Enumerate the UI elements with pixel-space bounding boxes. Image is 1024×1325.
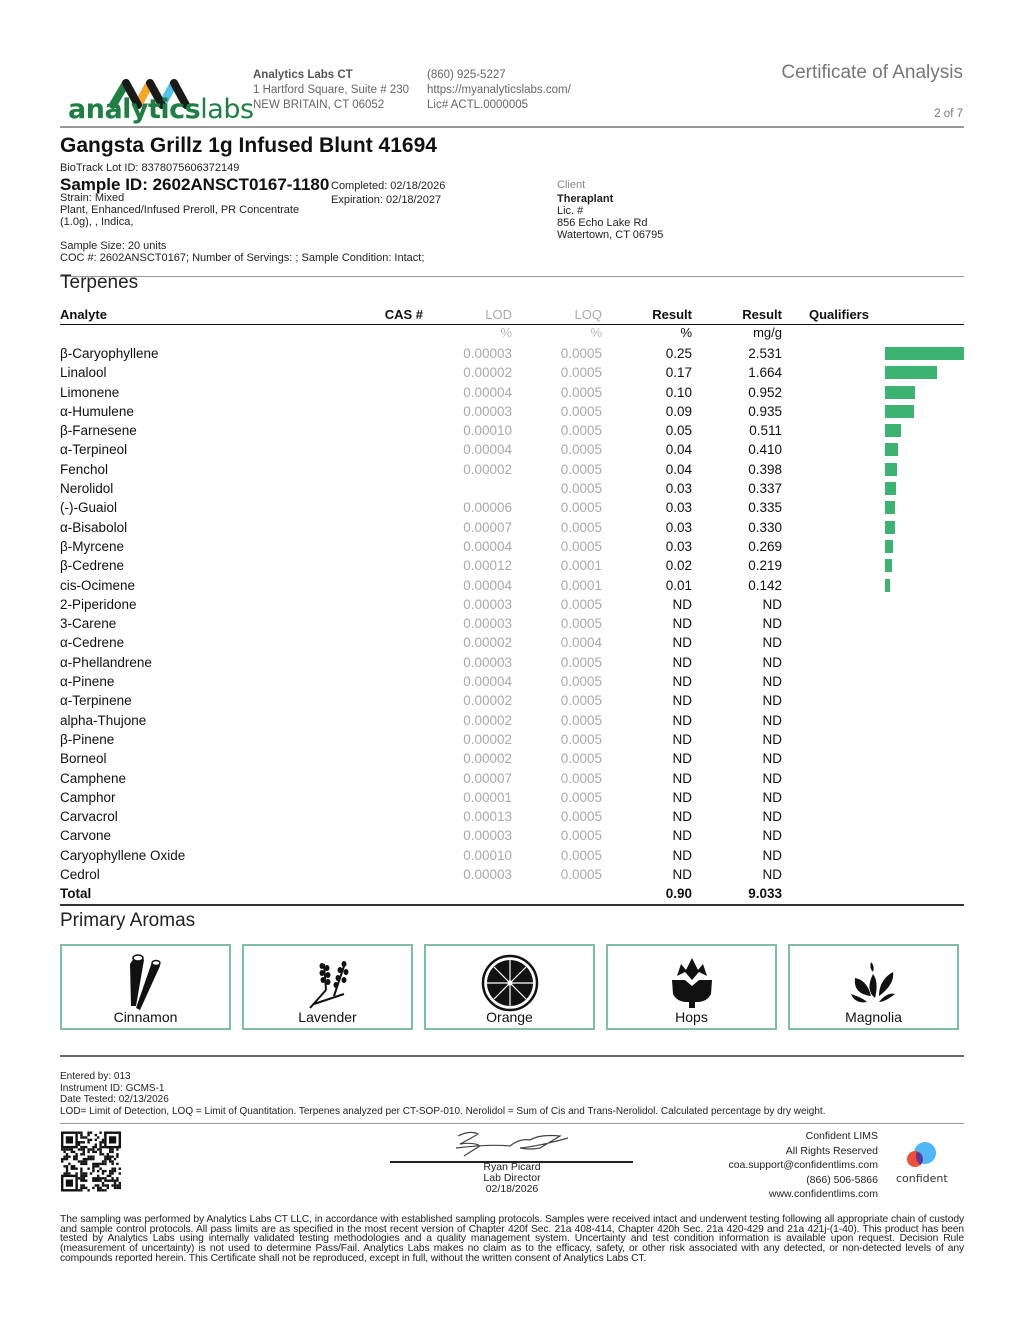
result-pct-cell: ND (672, 654, 692, 670)
method-notes: LOD= Limit of Detection, LOQ = Limit of Quantitation. Terpenes analyzed per CT-SOP-010. Nerolidol = Sum of Cis and Trans-Nerolidol. Calculated percentage by dry weight. (60, 1105, 826, 1117)
lab-license: Lic# ACTL.0000005 (427, 99, 529, 111)
lab-website-link[interactable]: https://myanalyticslabs.com/ (427, 84, 571, 96)
result-mg-cell: ND (762, 596, 782, 612)
unit-loq: % (590, 325, 602, 340)
result-pct-cell: 0.05 (665, 423, 692, 439)
client-name: Theraplant (557, 193, 614, 205)
table-row (60, 769, 964, 788)
client-address-line2: Watertown, CT 06795 (557, 229, 664, 241)
result-pct-cell: ND (672, 616, 692, 632)
table-row (60, 846, 964, 865)
entered-by: Entered by: 013 (60, 1071, 131, 1082)
loq-cell: 0.0005 (560, 693, 602, 709)
loq-cell: 0.0005 (560, 423, 602, 439)
client-address-line1: 856 Echo Lake Rd (557, 217, 648, 229)
coc-line: COC #: 2602ANSCT0167; Number of Servings: ; Sample Condition: Intact; (60, 252, 425, 264)
analyte-cell: Borneol (60, 751, 107, 767)
analyte-cell: β-Caryophyllene (60, 346, 159, 361)
result-bar (885, 443, 898, 456)
aroma-card-magnolia (788, 944, 959, 1030)
lod-cell: 0.00006 (463, 500, 512, 516)
result-pct-cell: ND (672, 693, 692, 709)
result-pct-cell: 0.04 (665, 461, 692, 477)
table-row (60, 518, 964, 537)
terpenes-table (60, 307, 964, 906)
loq-cell: 0.0005 (560, 596, 602, 612)
expiration-date: Expiration: 02/18/2027 (331, 194, 442, 206)
aroma-label: Orange (486, 1009, 533, 1025)
unit-result-pct: % (680, 325, 692, 340)
wordmark-light: labs (200, 94, 254, 125)
result-pct-cell: 0.03 (665, 500, 692, 516)
table-row (60, 421, 964, 440)
loq-cell: 0.0001 (560, 577, 602, 593)
analyte-cell: Carvacrol (60, 809, 118, 825)
loq-cell: 0.0005 (560, 770, 602, 786)
table-row (60, 344, 964, 363)
loq-cell: 0.0005 (560, 654, 602, 670)
table-row (60, 440, 964, 459)
completed-date: Completed: 02/18/2026 (331, 180, 446, 192)
table-row (60, 402, 964, 421)
loq-cell: 0.0005 (560, 403, 602, 419)
table-body (60, 344, 964, 884)
result-pct-cell: 0.01 (665, 577, 692, 593)
result-pct-cell: ND (672, 751, 692, 767)
lod-cell: 0.00004 (463, 538, 512, 554)
lod-cell: 0.00007 (463, 519, 512, 535)
lims-rights: All Rights Reserved (785, 1144, 878, 1157)
table-row (60, 595, 964, 614)
lab-address-line1: 1 Hartford Square, Suite # 230 (253, 84, 409, 96)
result-mg-cell: ND (762, 867, 782, 883)
col-cas: CAS # (384, 307, 423, 322)
unit-lod: % (500, 325, 512, 340)
result-mg-cell: ND (762, 847, 782, 863)
result-mg-cell: ND (762, 828, 782, 844)
analyte-cell: Camphene (60, 770, 127, 786)
analyte-cell: Caryophyllene Oxide (60, 847, 186, 863)
loq-cell: 0.0005 (560, 538, 602, 554)
result-mg-cell: ND (762, 674, 782, 690)
analyte-cell: α-Cedrene (60, 635, 125, 651)
result-bar (885, 559, 892, 572)
result-mg-cell: 0.269 (748, 538, 782, 554)
result-bar (885, 347, 964, 360)
section-divider (60, 276, 964, 277)
aroma-label: Magnolia (845, 1009, 902, 1025)
result-bar (885, 482, 896, 495)
result-mg-cell: 0.935 (748, 403, 782, 419)
aromas-grid (60, 944, 964, 1034)
result-bar (885, 540, 893, 553)
analyte-cell: Camphor (60, 789, 116, 805)
lod-cell: 0.00004 (463, 384, 512, 400)
result-pct-cell: 0.10 (665, 384, 692, 400)
page-indicator: 2 of 7 (934, 108, 963, 120)
table-row (60, 460, 964, 479)
result-pct-cell: 0.02 (665, 558, 692, 574)
lod-cell: 0.00002 (463, 751, 512, 767)
aroma-label: Hops (675, 1009, 708, 1025)
sample-size-block (60, 240, 424, 264)
result-pct-cell: ND (672, 731, 692, 747)
result-bar (885, 579, 890, 592)
result-mg-cell: ND (762, 635, 782, 651)
result-bar (885, 386, 915, 399)
result-mg-cell: ND (762, 712, 782, 728)
qr-code-icon[interactable] (61, 1131, 121, 1192)
aroma-card-lavender (242, 944, 413, 1030)
table-row (60, 556, 964, 575)
result-mg-cell: 0.398 (748, 461, 782, 477)
total-pct: 0.90 (665, 886, 692, 902)
result-mg-cell: ND (762, 616, 782, 632)
lod-cell: 0.00003 (463, 596, 512, 612)
lims-website-link[interactable]: www.confidentlims.com (768, 1188, 878, 1200)
date-tested: Date Tested: 02/13/2026 (60, 1094, 169, 1105)
result-pct-cell: 0.03 (665, 519, 692, 535)
lab-phone: (860) 925-5227 (427, 69, 506, 81)
product-category-line2: (1.0g), , Indica, (60, 216, 134, 228)
loq-cell: 0.0005 (560, 616, 602, 632)
result-mg-cell: 0.335 (748, 500, 782, 516)
lims-name: Confident LIMS (805, 1130, 878, 1142)
result-bar (885, 463, 897, 476)
loq-cell: 0.0005 (560, 751, 602, 767)
document-title: Certificate of Analysis (781, 62, 963, 83)
table-row (60, 711, 964, 730)
col-analyte: Analyte (60, 307, 107, 322)
result-pct-cell: 0.09 (665, 403, 692, 419)
aroma-card-cinnamon (60, 944, 231, 1030)
result-pct-cell: 0.17 (665, 365, 692, 381)
test-metadata (60, 1071, 825, 1117)
analyte-cell: α-Pinene (60, 674, 115, 690)
loq-cell: 0.0005 (560, 731, 602, 747)
loq-cell: 0.0005 (560, 365, 602, 381)
lod-cell: 0.00002 (463, 712, 512, 728)
aroma-label: Cinnamon (113, 1009, 178, 1025)
result-mg-cell: 0.330 (748, 519, 782, 535)
header-divider (60, 126, 964, 128)
analyte-cell: β-Myrcene (60, 538, 125, 554)
lod-cell: 0.00004 (463, 577, 512, 593)
analyte-cell: α-Terpinene (60, 693, 132, 709)
result-mg-cell: 1.664 (748, 365, 782, 381)
result-bar (885, 501, 895, 514)
product-category-line1: Plant, Enhanced/Infused Preroll, PR Concentrate (60, 204, 300, 216)
lims-contact-block (728, 1129, 878, 1202)
col-loq: LOQ (574, 307, 602, 322)
loq-cell: 0.0001 (560, 558, 602, 574)
lod-cell: 0.00004 (463, 674, 512, 690)
table-row (60, 479, 964, 498)
lod-cell: 0.00003 (463, 616, 512, 632)
loq-cell: 0.0004 (560, 635, 602, 651)
analyte-cell: α-Humulene (60, 403, 134, 419)
result-mg-cell: 2.531 (748, 346, 782, 361)
table-row (60, 865, 964, 884)
loq-cell: 0.0005 (560, 809, 602, 825)
cinnamon-icon (126, 954, 166, 1012)
magnolia-icon (845, 954, 903, 1012)
table-row (60, 576, 964, 595)
total-mg: 9.033 (748, 886, 782, 902)
analyte-cell: β-Cedrene (60, 558, 125, 574)
result-pct-cell: ND (672, 828, 692, 844)
result-mg-cell: ND (762, 789, 782, 805)
loq-cell: 0.0005 (560, 828, 602, 844)
table-row (60, 691, 964, 710)
lod-cell: 0.00003 (463, 346, 512, 361)
lod-cell: 0.00013 (463, 809, 512, 825)
analyte-cell: cis-Ocimene (60, 577, 136, 593)
analyte-cell: β-Farnesene (60, 423, 137, 439)
loq-cell: 0.0005 (560, 461, 602, 477)
product-title: Gangsta Grillz 1g Infused Blunt 41694 (60, 134, 437, 157)
sample-size: Sample Size: 20 units (60, 240, 167, 252)
lab-address-line2: NEW BRITAIN, CT 06052 (253, 99, 385, 111)
lab-address-block (253, 68, 409, 113)
result-mg-cell: 0.142 (748, 577, 782, 593)
loq-cell: 0.0005 (560, 442, 602, 458)
result-mg-cell: 0.219 (748, 558, 782, 574)
analyte-cell: α-Phellandrene (60, 654, 152, 670)
signer-block (362, 1162, 662, 1195)
client-block (557, 179, 663, 241)
col-lod: LOD (485, 307, 512, 322)
result-pct-cell: ND (672, 596, 692, 612)
lab-contact-block (427, 68, 571, 113)
result-pct-cell: 0.04 (665, 442, 692, 458)
lod-cell: 0.00002 (463, 635, 512, 651)
signer-name: Ryan Picard (483, 1161, 541, 1173)
client-license: Lic. # (557, 205, 584, 217)
result-pct-cell: ND (672, 867, 692, 883)
col-result-pct: Result (652, 307, 692, 322)
legal-disclaimer: The sampling was performed by Analytics Labs CT LLC, in accordance with established sampling protocols. Samples were received intact and underwent testing following all appropriate chain of custody and sample control protocols. All pass limits are as specified in the most recent version of Chapter 420f Sec. 21a 408-414, Chapter 420h Sec. 21a 420-429 and 21a 421j-(1-40). This product has been tested by Analytics Labs using internally validated testing methodologies and a quality management system. Uncertainty and test condition information is available upon request. Decision Rule (measurement of uncertainty) is not used to determine Pass/Fail. Analytics Labs makes no claim as to the efficacy, safety, or other risk associated with any detected, or non-detected levels of any compounds reported herein. This Certificate shall not be reproduced, except in full, without the written consent of Analytics Labs CT. (60, 1214, 964, 1264)
sample-dates (331, 179, 445, 207)
sample-id: Sample ID: 2602ANSCT0167-1180 (60, 175, 330, 194)
table-row (60, 633, 964, 652)
aromas-divider (60, 1055, 964, 1057)
analyte-cell: Nerolidol (60, 481, 114, 497)
lod-cell: 0.00007 (463, 770, 512, 786)
loq-cell: 0.0005 (560, 712, 602, 728)
signed-date: 02/18/2026 (485, 1183, 539, 1195)
result-mg-cell: ND (762, 751, 782, 767)
result-pct-cell: ND (672, 847, 692, 863)
result-pct-cell: ND (672, 712, 692, 728)
loq-cell: 0.0005 (560, 867, 602, 883)
lavender-icon (304, 954, 352, 1012)
result-pct-cell: 0.03 (665, 481, 692, 497)
result-mg-cell: ND (762, 770, 782, 786)
lod-cell: 0.00003 (463, 403, 512, 419)
wordmark-bold: analytics (68, 94, 201, 125)
aroma-card-orange (424, 944, 595, 1030)
lod-cell: 0.00003 (463, 654, 512, 670)
lab-name: Analytics Labs CT (253, 69, 353, 81)
loq-cell: 0.0005 (560, 500, 602, 516)
result-mg-cell: ND (762, 693, 782, 709)
col-result-mg: Result (742, 307, 782, 322)
table-row (60, 537, 964, 556)
lod-cell: 0.00012 (463, 558, 512, 574)
table-row (60, 826, 964, 845)
result-bar (885, 366, 937, 379)
result-pct-cell: ND (672, 770, 692, 786)
result-mg-cell: ND (762, 809, 782, 825)
result-mg-cell: 0.410 (748, 442, 782, 458)
result-bar (885, 405, 914, 418)
table-row (60, 730, 964, 749)
result-pct-cell: ND (672, 674, 692, 690)
lod-cell: 0.00001 (463, 789, 512, 805)
lod-cell: 0.00010 (463, 423, 512, 439)
analyte-cell: Linalool (60, 365, 107, 381)
analyte-cell: β-Pinene (60, 731, 115, 747)
table-header (60, 307, 964, 325)
result-mg-cell: ND (762, 654, 782, 670)
result-bar (885, 521, 895, 534)
signer-title: Lab Director (483, 1172, 541, 1184)
analyte-cell: α-Terpineol (60, 442, 128, 458)
loq-cell: 0.0005 (560, 674, 602, 690)
table-row (60, 788, 964, 807)
lod-cell: 0.00010 (463, 847, 512, 863)
analyte-cell: Fenchol (60, 461, 109, 477)
lims-phone: (866) 506-5866 (806, 1173, 878, 1186)
confident-logo-text: confident (896, 1172, 948, 1185)
aroma-label: Lavender (298, 1009, 357, 1025)
analyte-cell: alpha-Thujone (60, 712, 147, 728)
loq-cell: 0.0005 (560, 346, 602, 361)
lod-cell: 0.00004 (463, 442, 512, 458)
signature-icon (450, 1128, 575, 1162)
analyte-cell: Cedrol (60, 867, 100, 883)
analyte-cell: 3-Carene (60, 616, 117, 632)
table-row (60, 749, 964, 768)
analytics-labs-wordmark (68, 94, 254, 125)
result-pct-cell: ND (672, 809, 692, 825)
lod-cell: 0.00003 (463, 867, 512, 883)
lod-cell: 0.00003 (463, 828, 512, 844)
result-pct-cell: ND (672, 635, 692, 651)
unit-result-mg: mg/g (753, 325, 782, 340)
loq-cell: 0.0005 (560, 384, 602, 400)
terpenes-section-title: Terpenes (60, 272, 139, 293)
result-pct-cell: 0.25 (665, 346, 692, 361)
aromas-section-title: Primary Aromas (60, 910, 196, 931)
loq-cell: 0.0005 (560, 519, 602, 535)
table-row (60, 498, 964, 517)
orange-icon (481, 954, 539, 1012)
analyte-cell: Limonene (60, 384, 120, 400)
result-bar (885, 424, 901, 437)
table-row (60, 383, 964, 402)
table-row (60, 807, 964, 826)
strain: Strain: Mixed (60, 192, 125, 204)
result-pct-cell: ND (672, 789, 692, 805)
result-mg-cell: ND (762, 731, 782, 747)
analyte-cell: Carvone (60, 828, 112, 844)
result-mg-cell: 0.952 (748, 384, 782, 400)
aroma-card-hops (606, 944, 777, 1030)
units-row (60, 325, 964, 344)
sample-details (60, 192, 299, 228)
lims-email-link[interactable]: coa.support@confidentlims.com (728, 1159, 878, 1171)
analyte-cell: 2-Piperidone (60, 596, 137, 612)
hops-icon (669, 954, 715, 1012)
table-row (60, 614, 964, 633)
client-label: Client (557, 179, 586, 191)
loq-cell: 0.0005 (560, 789, 602, 805)
lod-cell: 0.00002 (463, 693, 512, 709)
total-label: Total (60, 886, 92, 902)
analyte-cell: α-Bisabolol (60, 519, 128, 535)
result-mg-cell: 0.337 (748, 481, 782, 497)
loq-cell: 0.0005 (560, 481, 602, 497)
footer-divider (60, 1123, 964, 1124)
lod-cell: 0.00002 (463, 461, 512, 477)
lod-cell: 0.00002 (463, 365, 512, 381)
table-row (60, 653, 964, 672)
table-row (60, 672, 964, 691)
biotrack-lot-id: BioTrack Lot ID: 8378075606372149 (60, 162, 240, 174)
instrument-id: Instrument ID: GCMS-1 (60, 1082, 165, 1094)
result-pct-cell: 0.03 (665, 538, 692, 554)
col-qualifiers: Qualifiers (809, 307, 869, 322)
analyte-cell: (-)-Guaiol (60, 500, 118, 516)
result-mg-cell: 0.511 (749, 423, 782, 439)
total-row (60, 884, 964, 905)
loq-cell: 0.0005 (560, 847, 602, 863)
lod-cell: 0.00002 (463, 731, 512, 747)
table-row (60, 363, 964, 382)
